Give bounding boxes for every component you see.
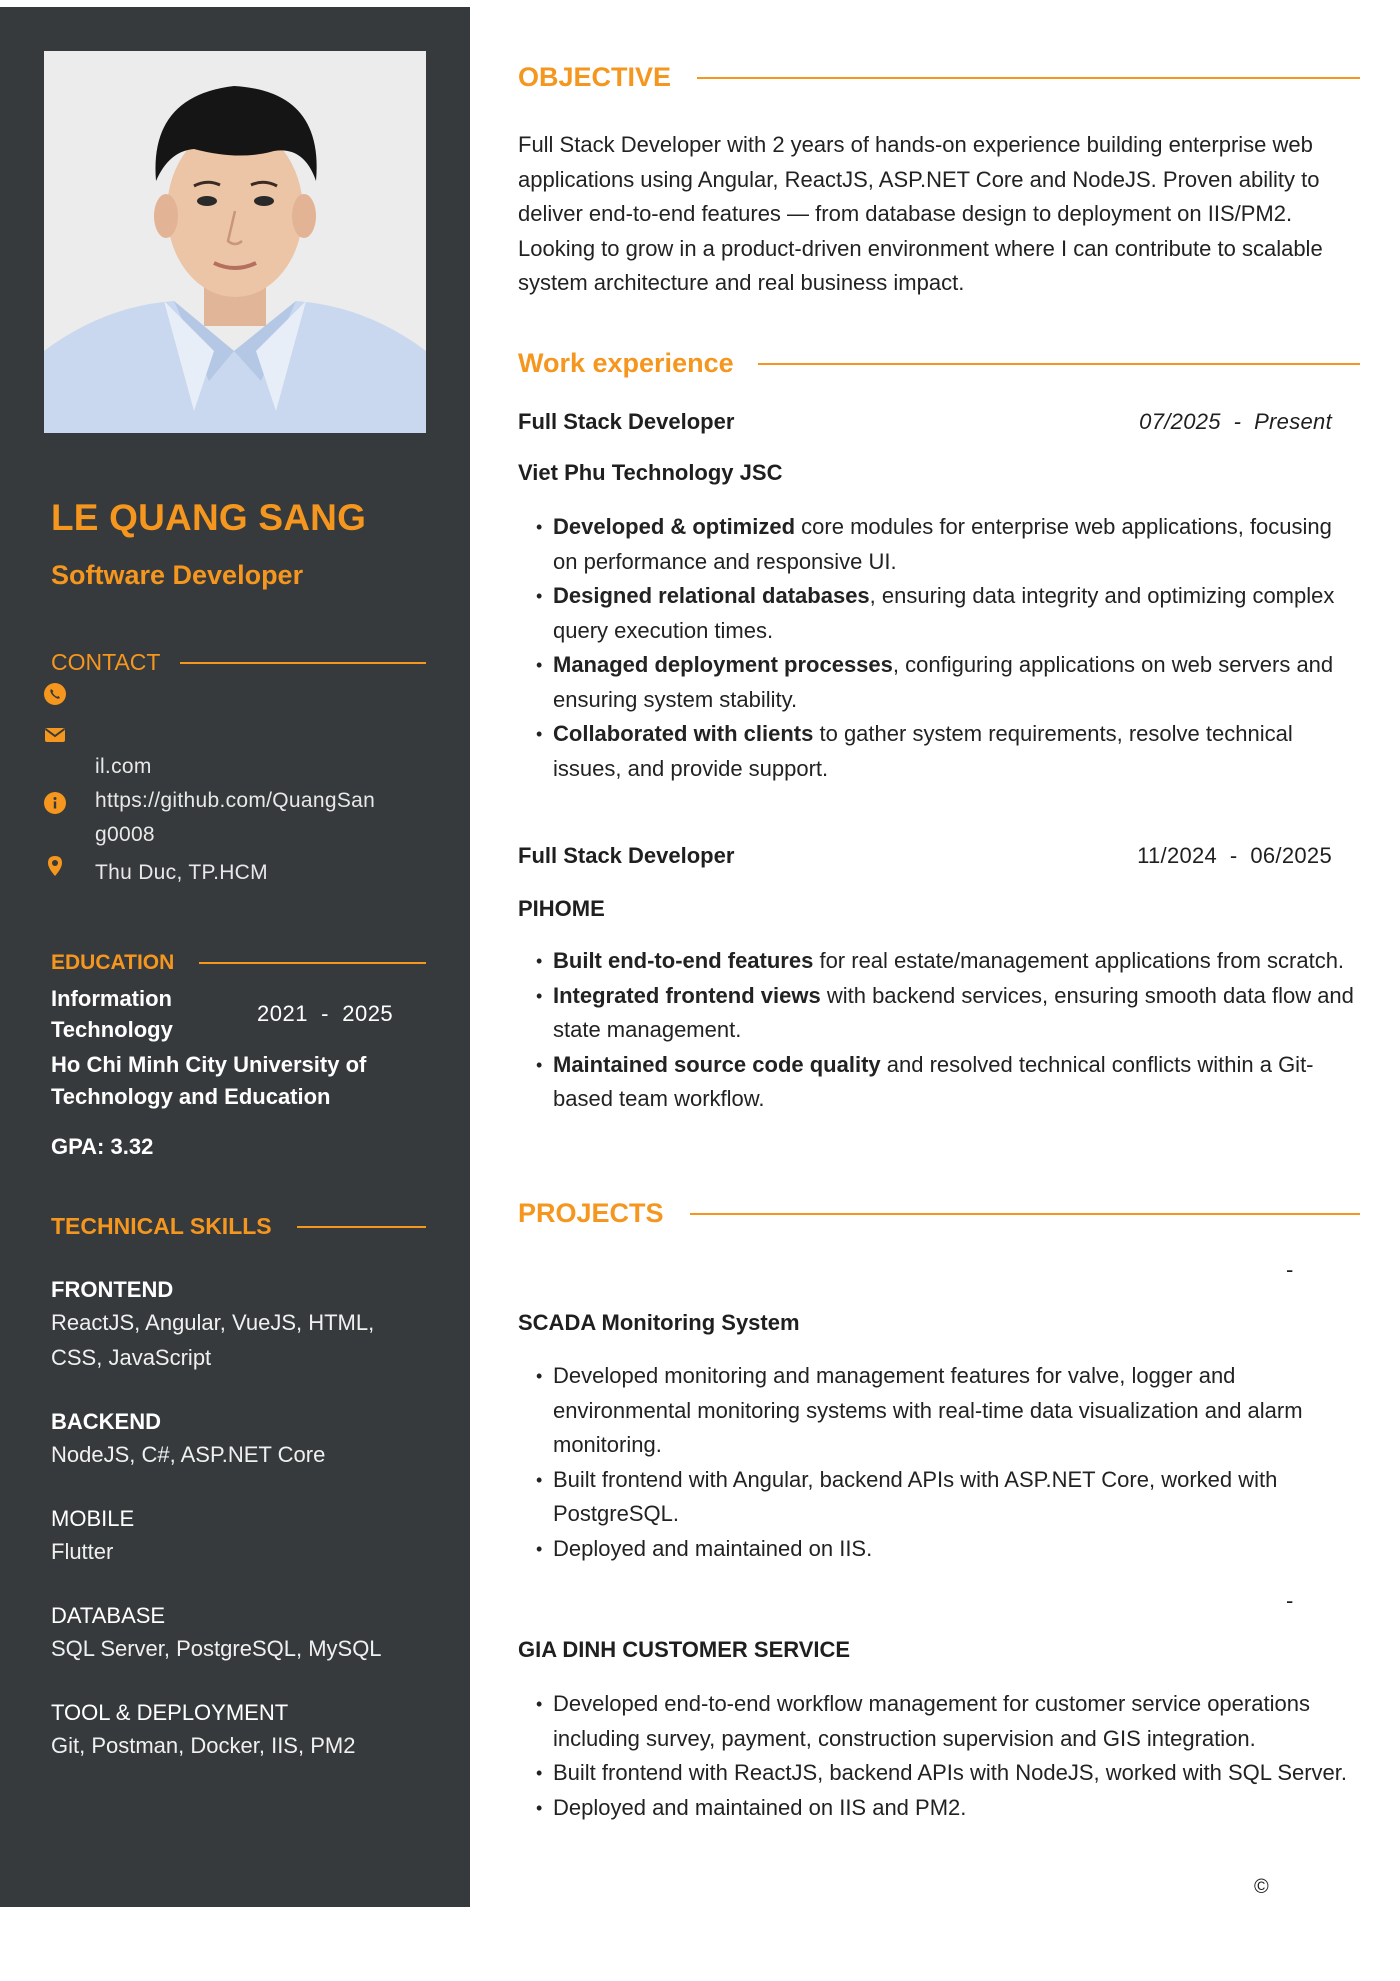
bullet-bold: Built end-to-end features	[553, 948, 814, 973]
bullet-text: to gather system requirements, resolve technical issues, and provide support.	[553, 721, 1293, 781]
skill-group-mobile	[51, 1504, 431, 1569]
objective-heading	[518, 62, 1360, 93]
list-item	[536, 944, 1356, 979]
list-item	[536, 648, 1356, 717]
bullet-text: , ensuring data integrity and optimizing complex query execution times.	[553, 583, 1335, 643]
education-years: 2021 - 2025	[257, 1001, 394, 1026]
contact-heading-label: CONTACT	[51, 649, 161, 675]
list-item: • Built frontend with Angular, backend APIs with ASP.NET Core, worked with PostgreSQL.	[536, 1463, 1356, 1532]
education-gpa: GPA: 3.32	[51, 1134, 154, 1159]
skill-category: MOBILE	[51, 1506, 135, 1531]
projects-heading	[518, 1198, 1360, 1229]
candidate-role: Software Developer	[51, 560, 304, 590]
objective-heading-rule	[697, 77, 1360, 79]
phone-icon	[44, 683, 66, 705]
list-item: • Developed end-to-end workflow management for customer service operations including survey, payment, construction supervision and GIS integration.	[536, 1687, 1356, 1756]
list-item: • Built frontend with ReactJS, backend APIs with NodeJS, worked with SQL Server.	[536, 1756, 1356, 1791]
profile-photo	[44, 51, 426, 433]
list-item: • Developed monitoring and management features for valve, logger and environmental monitoring systems with real-time data visualization and alarm monitoring.	[536, 1359, 1356, 1463]
bullet-text: with backend services, ensuring smooth data flow and state management.	[553, 982, 1354, 1042]
skill-items: Flutter	[51, 1539, 114, 1564]
job-title: Full Stack Developer	[518, 409, 735, 434]
skills-heading	[51, 1213, 426, 1240]
project-dates: -	[1286, 1588, 1294, 1613]
skill-group-frontend	[51, 1275, 431, 1375]
skill-group-tools	[51, 1698, 431, 1763]
bullet-text: for real estate/management applications from scratch.	[813, 948, 1345, 973]
bullet-text: and resolved technical conflicts within a Git-based team workflow.	[553, 1051, 1314, 1111]
skill-items: NodeJS, C#, ASP.NET Core	[51, 1442, 326, 1467]
contact-heading	[51, 649, 426, 676]
list-item	[536, 717, 1356, 786]
github-link-line1[interactable]: https://github.com/QuangSan	[95, 789, 376, 812]
projects-heading-label: PROJECTS	[518, 1198, 664, 1228]
experience-heading-rule	[758, 363, 1360, 365]
skill-group-backend	[51, 1407, 431, 1472]
info-icon	[44, 792, 66, 814]
job-dates: 11/2024 - 06/2025	[1137, 843, 1332, 868]
objective-text: Full Stack Developer with 2 years of hands-on experience building enterprise web applications using Angular, ReactJS, ASP.NET Core and NodeJS. Proven ability to deliver end-to-end features — from database design to deployment on IIS/PM2. Looking to grow in a product-driven environment where I can contribute to scalable system architecture and real business impact.	[518, 132, 1323, 295]
experience-heading-label: Work experience	[518, 348, 734, 378]
sidebar	[0, 7, 470, 1907]
bullet-bold: Collaborated with clients	[553, 721, 814, 746]
email-text[interactable]: il.com	[95, 755, 152, 778]
job-company: Viet Phu Technology JSC	[518, 460, 783, 485]
job-bullets	[536, 510, 1356, 786]
projects-heading-rule	[690, 1213, 1360, 1215]
skill-group-database	[51, 1601, 431, 1666]
job-company: PIHOME	[518, 896, 605, 921]
bullet-bold: Developed & optimized	[553, 514, 796, 539]
project-name: SCADA Monitoring System	[518, 1310, 800, 1335]
copyright-mark: ©	[1254, 1876, 1269, 1898]
objective-heading-label: OBJECTIVE	[518, 62, 672, 92]
skills-heading-rule	[297, 1226, 426, 1228]
list-item: • Deployed and maintained on IIS.	[536, 1532, 1356, 1567]
list-item: • Deployed and maintained on IIS and PM2.	[536, 1791, 1356, 1826]
skill-category: DATABASE	[51, 1603, 166, 1628]
skill-category: TOOL & DEPLOYMENT	[51, 1700, 289, 1725]
education-major: Information Technology	[51, 986, 173, 1042]
project-bullets	[536, 1687, 1356, 1825]
job-dates: 07/2025 - Present	[1139, 409, 1332, 434]
education-school: Ho Chi Minh City University of Technology and Education	[51, 1052, 367, 1109]
list-item	[536, 579, 1356, 648]
bullet-bold: Integrated frontend views	[553, 982, 821, 1008]
bullet-bold: Managed deployment processes	[553, 652, 893, 677]
skill-items: ReactJS, Angular, VueJS, HTML, CSS, JavaScript	[51, 1310, 375, 1370]
bullet-text: , configuring applications on web servers and ensuring system stability.	[553, 652, 1334, 712]
project-bullets	[536, 1359, 1356, 1566]
skills-heading-label: TECHNICAL SKILLS	[51, 1213, 272, 1239]
project-name: GIA DINH CUSTOMER SERVICE	[518, 1637, 851, 1662]
location-text: Thu Duc, TP.HCM	[95, 861, 268, 884]
skill-category: BACKEND	[51, 1409, 161, 1434]
education-heading-label: EDUCATION	[51, 951, 175, 974]
envelope-icon	[44, 724, 66, 746]
bullet-bold: Designed relational databases	[553, 583, 870, 608]
list-item	[536, 979, 1356, 1048]
github-link-line2[interactable]: g0008	[95, 823, 155, 846]
skill-items: SQL Server, PostgreSQL, MySQL	[51, 1636, 382, 1661]
skill-items: Git, Postman, Docker, IIS, PM2	[51, 1733, 356, 1758]
job-bullets	[536, 944, 1356, 1117]
list-item	[536, 510, 1356, 579]
contact-heading-rule	[180, 662, 426, 664]
education-heading	[51, 951, 426, 975]
list-item	[536, 1048, 1356, 1117]
skill-category: FRONTEND	[51, 1277, 174, 1302]
experience-heading	[518, 348, 1360, 379]
job-title: Full Stack Developer	[518, 843, 735, 868]
bullet-text: core modules for enterprise web applications, focusing on performance and responsive UI.	[553, 514, 1332, 574]
candidate-name: LE QUANG SANG	[51, 497, 367, 538]
education-heading-rule	[199, 962, 426, 964]
bullet-bold: Maintained source code quality	[553, 1051, 881, 1077]
project-dates: -	[1286, 1257, 1294, 1282]
location-pin-icon	[44, 855, 66, 877]
